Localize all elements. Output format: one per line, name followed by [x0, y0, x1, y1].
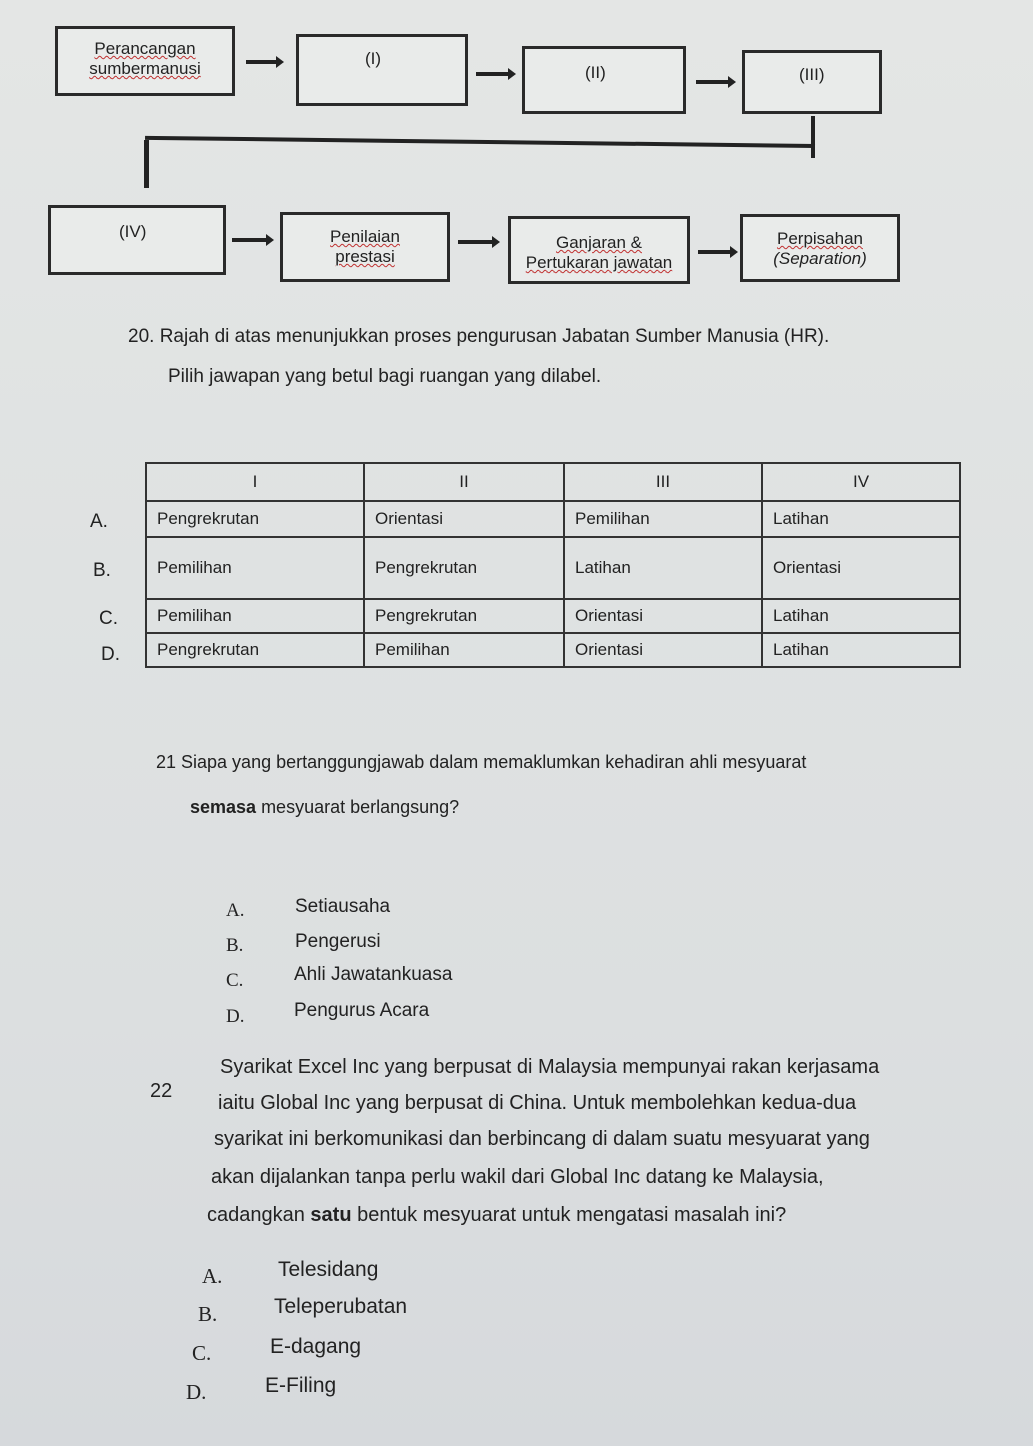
- q20-option-label-b[interactable]: B.: [93, 560, 111, 581]
- option-text: Pengerusi: [295, 931, 381, 952]
- flow-box-iv-label: (IV): [119, 222, 147, 241]
- flow-arrow-6: [698, 250, 732, 254]
- option-letter: D.: [186, 1380, 207, 1404]
- flow-arrow-4: [232, 238, 268, 242]
- option-letter: D.: [226, 1006, 245, 1027]
- q22-stem-line-1: Syarikat Excel Inc yang berpusat di Malaysia mempunyai rakan kerjasama: [220, 1056, 880, 1078]
- table-cell: Orientasi: [564, 599, 762, 633]
- flow-box-ii-label: (II): [585, 63, 606, 82]
- table-cell: Orientasi: [762, 537, 960, 599]
- option-letter: B.: [226, 935, 244, 956]
- q20-option-label-a[interactable]: A.: [90, 511, 108, 532]
- option-letter: C.: [192, 1341, 212, 1365]
- table-cell: Pemilihan: [564, 501, 762, 537]
- flow-box-penilaian: [280, 212, 450, 282]
- flow-box-iv: [48, 205, 226, 275]
- table-cell: Pengrekrutan: [146, 633, 364, 667]
- flow-box-perpisahan: [740, 214, 900, 282]
- flow-connector-vertical-left: [144, 140, 149, 188]
- flow-start-label-2: sumbermanusi: [89, 59, 201, 78]
- table-cell: Pemilihan: [146, 537, 364, 599]
- flow-connector-horizontal: [145, 136, 815, 148]
- flow-perpisahan-label-1: Perpisahan: [776, 229, 863, 248]
- table-cell: Latihan: [762, 501, 960, 537]
- option-letter: A.: [226, 900, 245, 921]
- q20-stem-line-1: 20. Rajah di atas menunjukkan proses pengurusan Jabatan Sumber Manusia (HR).: [128, 326, 830, 347]
- option-text: Telesidang: [278, 1258, 379, 1281]
- flow-arrow-5: [458, 240, 494, 244]
- table-cell: Pengrekrutan: [364, 537, 564, 599]
- table-header-iv: IV: [762, 463, 960, 501]
- flow-arrow-3: [696, 80, 730, 84]
- q22-stem-line-3: syarikat ini berkomunikasi dan berbincang di dalam suatu mesyuarat yang: [214, 1128, 870, 1150]
- flow-box-perancangan: [55, 26, 235, 96]
- q22-stem-post: bentuk mesyuarat untuk mengatasi masalah ini?: [351, 1204, 787, 1226]
- q22-stem-line-5: [207, 1204, 786, 1227]
- flow-connector-vertical-right: [811, 116, 815, 158]
- table-header-i: I: [146, 463, 364, 501]
- flow-arrow-2: [476, 72, 510, 76]
- q21-stem-line-1: 21 Siapa yang bertanggungjawab dalam memaklumkan kehadiran ahli mesyuarat: [156, 752, 807, 772]
- table-cell: Latihan: [762, 599, 960, 633]
- q22-stem-pre: cadangkan: [207, 1204, 311, 1226]
- q22-stem-line-2: iaitu Global Inc yang berpusat di China. Untuk membolehkan kedua-dua: [218, 1092, 857, 1114]
- flow-box-iii-label: (III): [799, 65, 825, 84]
- flow-penilaian-label-2: prestasi: [335, 247, 395, 266]
- table-row[interactable]: [146, 599, 960, 633]
- table-header-ii: II: [364, 463, 564, 501]
- table-cell: Latihan: [762, 633, 960, 667]
- table-cell: Pemilihan: [364, 633, 564, 667]
- table-row[interactable]: [146, 501, 960, 537]
- flow-start-label-1: Perancangan: [94, 39, 196, 58]
- flow-perpisahan-label-2: (Separation): [773, 249, 867, 268]
- q21-stem-emphasis: semasa: [190, 797, 257, 817]
- option-letter: A.: [202, 1264, 223, 1288]
- flow-box-iii: [742, 50, 882, 114]
- table-cell: Pengrekrutan: [364, 599, 564, 633]
- flow-box-i: [296, 34, 468, 106]
- table-row[interactable]: [146, 537, 960, 599]
- option-text: E-Filing: [265, 1374, 337, 1397]
- table-row[interactable]: [146, 633, 960, 667]
- option-letter: B.: [198, 1302, 218, 1326]
- table-header-iii: III: [564, 463, 762, 501]
- flow-ganjaran-label-2: Pertukaran jawatan: [525, 253, 673, 272]
- q20-answer-table: [145, 462, 961, 668]
- q22-stem-line-4: akan dijalankan tanpa perlu wakil dari Global Inc datang ke Malaysia,: [211, 1166, 824, 1188]
- q20-option-label-d[interactable]: D.: [101, 644, 120, 665]
- q22-number: 22: [150, 1080, 173, 1102]
- table-cell: Latihan: [564, 537, 762, 599]
- table-cell: Orientasi: [364, 501, 564, 537]
- option-text: Setiausaha: [295, 896, 391, 917]
- option-text: E-dagang: [270, 1335, 362, 1358]
- flow-arrow-1: [246, 60, 278, 64]
- flow-box-ganjaran: [508, 216, 690, 284]
- table-cell: Pengrekrutan: [146, 501, 364, 537]
- flow-box-i-label: (I): [365, 49, 382, 68]
- table-header-row: [146, 463, 960, 501]
- q20-option-label-c[interactable]: C.: [99, 608, 118, 629]
- option-text: Pengurus Acara: [294, 1000, 430, 1021]
- option-text: Ahli Jawatankuasa: [294, 964, 453, 985]
- q22-stem-emphasis: satu: [310, 1204, 352, 1226]
- flow-box-ii: [522, 46, 686, 114]
- table-cell: Pemilihan: [146, 599, 364, 633]
- flow-penilaian-label-1: Penilaian: [330, 227, 400, 246]
- q21-stem-line-2: [190, 797, 459, 818]
- flow-ganjaran-label-1: Ganjaran &: [556, 233, 642, 252]
- table-cell: Orientasi: [564, 633, 762, 667]
- option-text: Teleperubatan: [274, 1295, 408, 1318]
- q21-stem-rest: mesyuarat berlangsung?: [256, 797, 460, 817]
- q20-stem-line-2: Pilih jawapan yang betul bagi ruangan yang dilabel.: [168, 366, 602, 387]
- option-letter: C.: [226, 970, 244, 991]
